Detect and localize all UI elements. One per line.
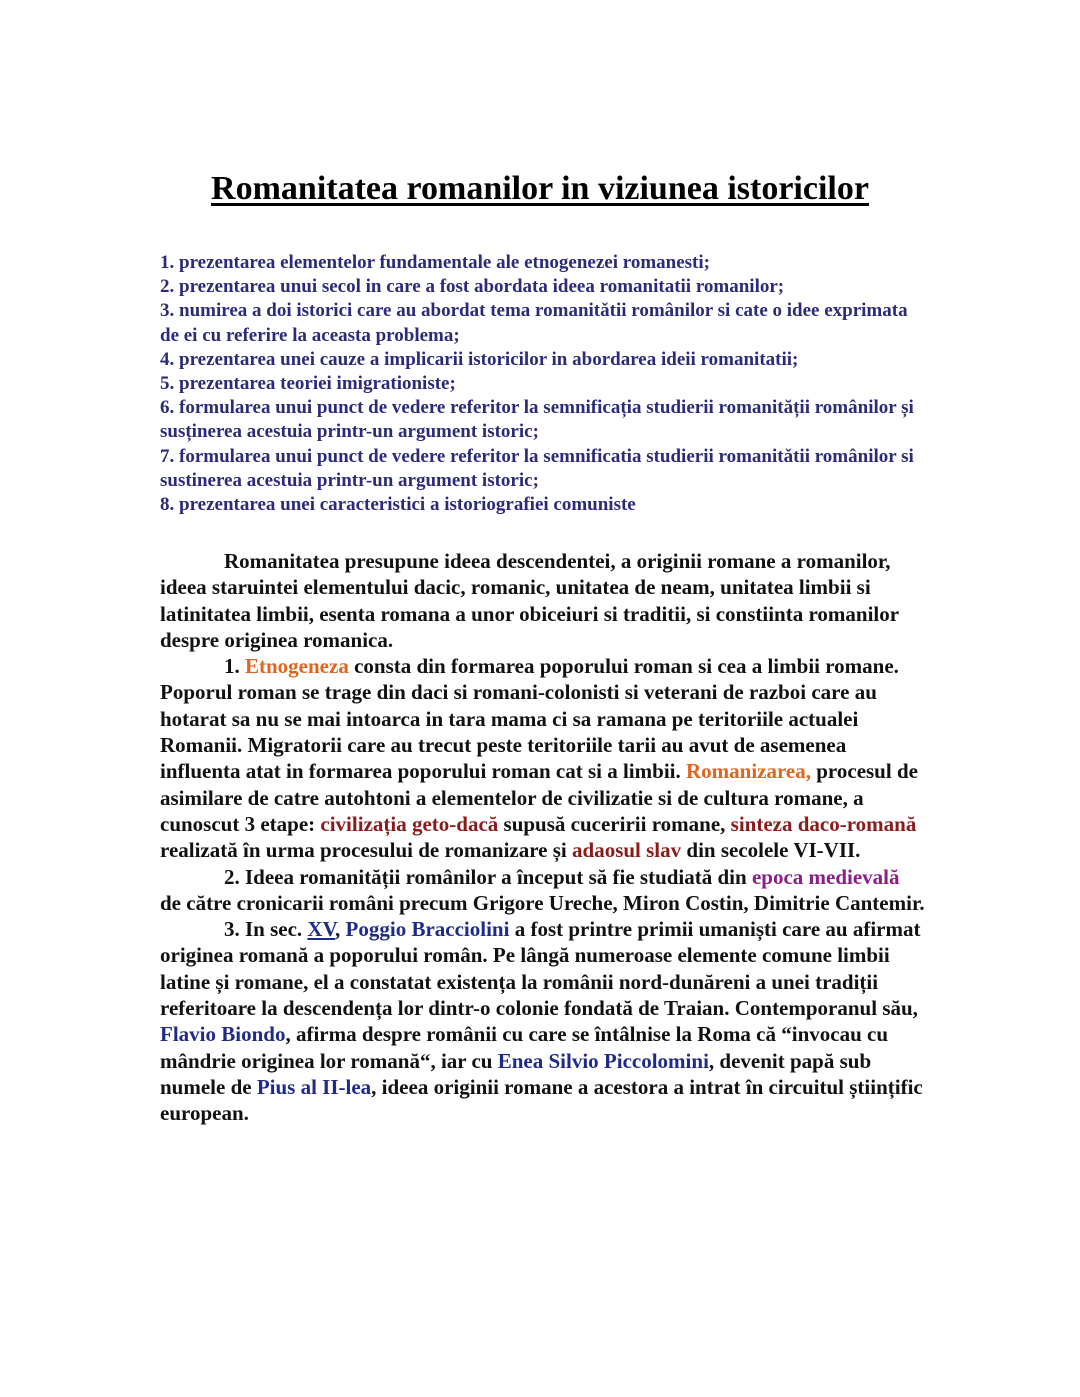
essay-body [160, 548, 925, 1127]
task-list [160, 251, 920, 517]
paragraph-text: supusă cuceririi romane, [498, 811, 731, 836]
page-title: Romanitatea romanilor in viziunea istoricilor [211, 170, 869, 207]
term-epoca-medievala: epoca medievală [751, 864, 900, 889]
term-romanizarea: Romanizarea, [685, 759, 811, 784]
name-poggio-bracciolini: Poggio Bracciolini [345, 917, 510, 942]
paragraph-text: , [335, 917, 346, 942]
term-civilizatia-geto-daca: civilizația geto-dacă [320, 811, 499, 836]
name-pius-al-ii-lea: Pius al II-lea [256, 1074, 372, 1099]
paragraph-text: , afirma despre românii cu care se întâlnise la Roma că “invocau cu mândrie originea lor romană“, iar cu [160, 1022, 888, 1073]
task-item: 3. numirea a doi istorici care au abordat tema romanitǎtii românilor si cate o idee exprimata de ei cu referire la aceasta problema; [160, 300, 908, 346]
paragraph-text: procesul de asimilare de catre autohtoni a elementelor de civilizatie si de cultura romane, a cunoscut 3 etape: [160, 759, 918, 836]
name-enea-silvio-piccolomini: Enea Silvio Piccolomini [497, 1048, 709, 1073]
paragraph-text: din secolele VI-VII. [681, 838, 861, 863]
paragraph-text: a fost printre primii umaniști care au afirmat originea romană a poporului român. Pe lângă numeroase elemente comune limbii latine și romane, el a constatat existența la românii nord-dunăreni a unei tradiții referitoare la descendența lor dintr-o colonie fondată de Traian. Contemporanul său, [160, 917, 921, 1021]
task-item: 8. prezentarea unei caracteristici a istoriografiei comuniste [160, 494, 636, 516]
task-item: 2. prezentarea unui secol in care a fost abordata ideea romanitatii romanilor; [160, 276, 785, 298]
paragraph-1 [160, 653, 925, 863]
paragraph-text: consta din formarea poporului roman si cea a limbii romane. Poporul roman se trage din daci si romani-colonisti si veterani de razboi care au hotarat sa nu se mai intoarca in tara mama ci sa ramana pe teritoriile actualei Romanii. Migratorii care au trecut peste teritoriile tarii au avut de asemenea influenta atat in formarea poporului roman cat si a limbii. [160, 654, 899, 784]
paragraph-text: 2. Ideea romanității românilor a început să fie studiată din [224, 864, 752, 889]
task-item: 5. prezentarea teoriei imigrationiste; [160, 373, 456, 395]
task-item: 6. formularea unui punct de vedere referitor la semnificația studierii romanității românilor și susținerea acestuia printr-un argument istoric; [160, 397, 914, 443]
paragraph-text: 3. In sec. [224, 917, 308, 942]
link-xv-century[interactable]: XV [307, 917, 336, 942]
paragraph-text: , ideea originii romane a acestora a intrat în circuitul științific european. [160, 1074, 923, 1126]
task-item: 1. prezentarea elementelor fundamentale ale etnogenezei romanesti; [160, 252, 710, 273]
task-item: 7. formularea unui punct de vedere referitor la semnificatia studierii romanitǎtii românilor si sustinerea acestuia printr-un argument istoric; [160, 445, 914, 491]
term-adaosul-slav: adaosul slav [572, 838, 682, 863]
paragraph-number: 1. [224, 654, 245, 679]
paragraph-text: , devenit papă sub numele de [160, 1048, 872, 1099]
intro-paragraph: Romanitatea presupune ideea descendentei, a originii romane a romanilor, ideea staruintei elementului dacic, romanic, unitatea de neam, unitatea limbii si latinitatea limbii, esenta romana a unor obiceiuri si traditii, si constiinta romanilor despre originea romanica. [160, 549, 899, 652]
paragraph-text: de către cronicarii români precum Grigore Ureche, Miron Costin, Dimitrie Cantemir. [160, 890, 925, 915]
name-flavio-biondo: Flavio Biondo [160, 1022, 286, 1047]
paragraph-text: realizată în urma procesului de romanizare și [160, 838, 573, 863]
paragraph-3 [160, 916, 925, 1126]
term-sinteza-daco-romana: sinteza daco-romană [730, 811, 917, 836]
task-item: 4. prezentarea unei cauze a implicarii istoricilor in abordarea ideii romanitatii; [160, 348, 799, 370]
paragraph-2 [160, 864, 925, 917]
term-etnogeneza: Etnogeneza [245, 654, 349, 679]
